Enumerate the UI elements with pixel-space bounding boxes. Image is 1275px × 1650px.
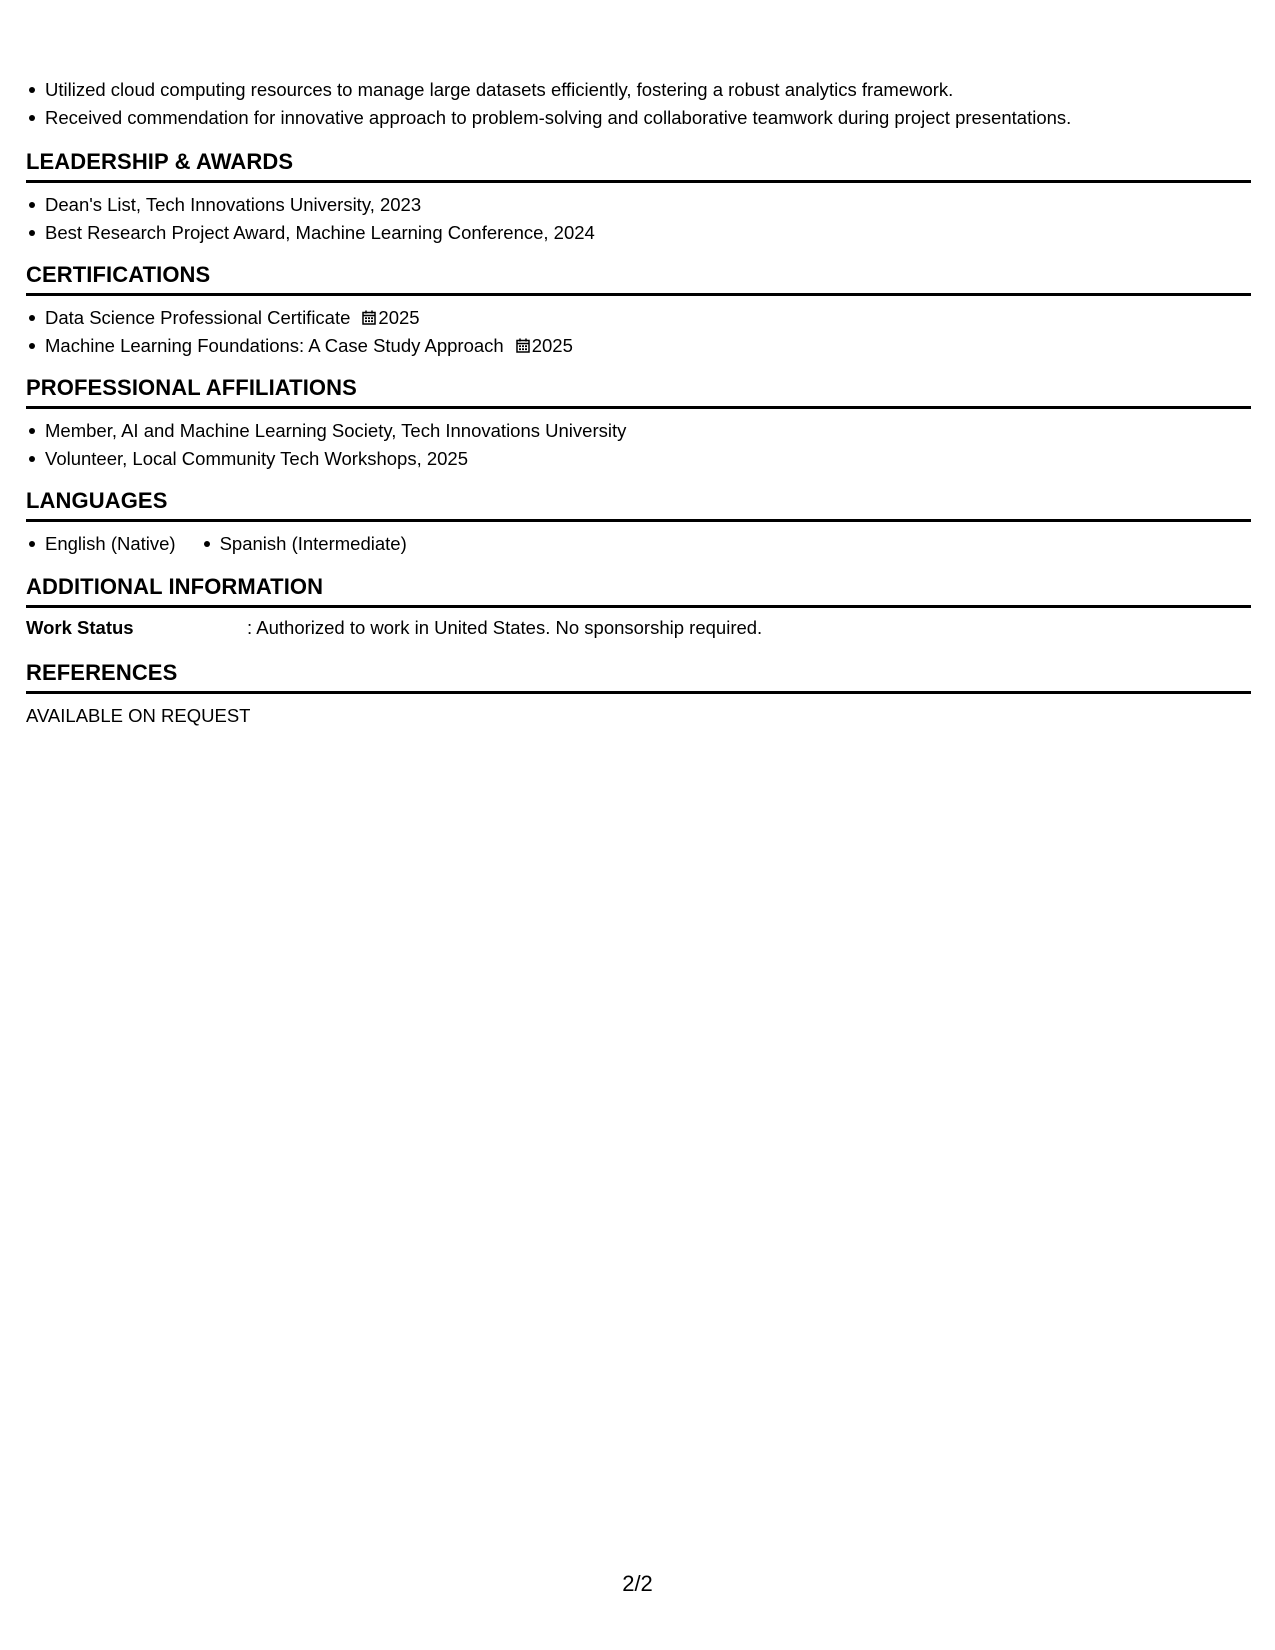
- certification-name: Data Science Professional Certificate: [45, 307, 351, 328]
- page-number: 2/2: [622, 1571, 653, 1596]
- certification-item: [45, 304, 1251, 332]
- affiliations-section: [26, 374, 1251, 472]
- section-divider: [26, 180, 1251, 183]
- work-status-label: Work Status: [26, 616, 134, 638]
- section-divider: [26, 293, 1251, 296]
- calendar-icon: [516, 338, 530, 353]
- experience-continued-list: [26, 76, 1251, 131]
- experience-bullet: Utilized cloud computing resources to manage large datasets efficiently, fostering a robust analytics framework.: [45, 76, 1251, 104]
- affiliation-item: Member, AI and Machine Learning Society, Tech Innovations University: [45, 417, 1251, 445]
- affiliation-item: Volunteer, Local Community Tech Workshops, 2025: [45, 445, 1251, 473]
- language-item: Spanish (Intermediate): [220, 530, 407, 558]
- section-heading-additional-info: ADDITIONAL INFORMATION: [26, 573, 324, 599]
- section-divider: [26, 406, 1251, 409]
- certification-item: [45, 332, 1251, 360]
- languages-list: [26, 530, 1251, 558]
- calendar-icon: [362, 310, 376, 325]
- leadership-list: [26, 191, 1251, 246]
- additional-info-section: [26, 573, 1251, 640]
- section-heading-affiliations: PROFESSIONAL AFFILIATIONS: [26, 375, 357, 400]
- section-heading-leadership: LEADERSHIP & AWARDS: [26, 149, 294, 174]
- leadership-item: Dean's List, Tech Innovations University, 2023: [45, 191, 1251, 219]
- certifications-section: [26, 261, 1251, 359]
- languages-section: [26, 487, 1251, 558]
- experience-bullet: Received commendation for innovative approach to problem-solving and collaborative teamwork during project presentations.: [45, 104, 1251, 132]
- work-status-value: : Authorized to work in United States. No sponsorship required.: [247, 616, 763, 638]
- language-item: English (Native): [45, 530, 176, 558]
- certification-year: 2025: [531, 334, 573, 356]
- affiliations-list: [26, 417, 1251, 472]
- leadership-item: Best Research Project Award, Machine Learning Conference, 2024: [45, 219, 1251, 247]
- section-divider: [26, 691, 1251, 694]
- certification-year: 2025: [378, 307, 420, 328]
- resume-page-2: [26, 76, 1251, 729]
- leadership-section: [26, 148, 1251, 246]
- section-divider: [26, 605, 1251, 608]
- section-divider: [26, 519, 1251, 522]
- references-text: AVAILABLE ON REQUEST: [26, 704, 251, 726]
- work-status-row: [26, 616, 1251, 640]
- references-section: [26, 659, 1251, 729]
- section-heading-languages: LANGUAGES: [26, 488, 168, 513]
- certifications-list: [26, 304, 1251, 359]
- section-heading-references: REFERENCES: [26, 659, 178, 685]
- section-heading-certifications: CERTIFICATIONS: [26, 262, 211, 287]
- certification-name: Machine Learning Foundations: A Case Study Approach: [45, 334, 504, 356]
